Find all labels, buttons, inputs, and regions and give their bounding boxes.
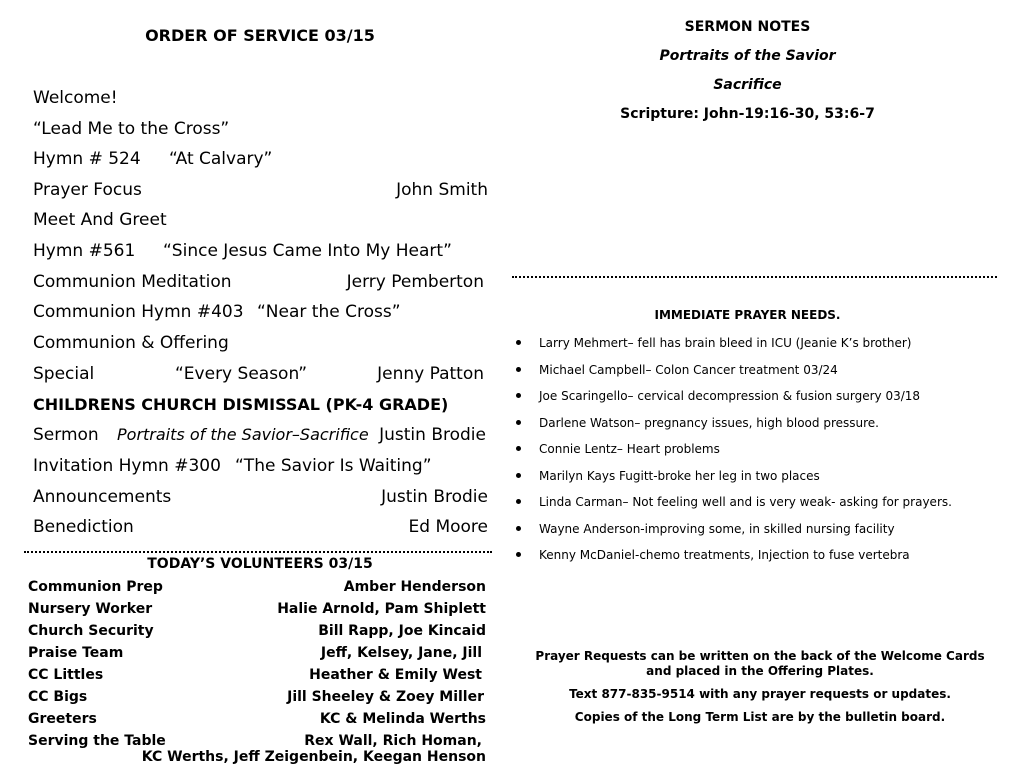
order-item-text: Benediction xyxy=(33,517,134,537)
section-divider xyxy=(512,276,997,278)
order-item-person: John Smith xyxy=(396,180,488,200)
prayer-needs-title: IMMEDIATE PRAYER NEEDS. xyxy=(654,308,841,322)
volunteer-role: Praise Team xyxy=(28,645,124,661)
volunteer-names: Halie Arnold, Pam Shiplett xyxy=(277,601,486,617)
order-item-person: Ed Moore xyxy=(408,517,488,537)
list-item: Larry Mehmert– fell has brain bleed in ICU (Jeanie K’s brother) xyxy=(516,333,996,360)
order-item-hymn-561 xyxy=(33,237,488,265)
volunteer-row xyxy=(28,620,486,642)
order-item-text: Hymn # 524 xyxy=(33,149,141,169)
volunteer-role: Church Security xyxy=(28,623,154,639)
order-item-communion-hymn xyxy=(33,298,488,326)
order-item-text: Meet And Greet xyxy=(33,210,167,230)
order-item-hymn-524 xyxy=(33,145,488,173)
volunteer-names: KC Werths, Jeff Zeigenbein, Keegan Henson xyxy=(141,749,486,765)
order-item-song-title: “Near the Cross” xyxy=(257,302,401,322)
prayer-request-note-line1: Prayer Requests can be written on the back of the Welcome Cards xyxy=(535,649,985,663)
volunteer-names: Bill Rapp, Joe Kincaid xyxy=(318,623,486,639)
volunteer-role: Serving the Table xyxy=(28,733,166,749)
volunteer-role: Nursery Worker xyxy=(28,601,153,617)
order-item-text: Welcome! xyxy=(33,88,118,108)
list-item: Marilyn Kays Fugitt-broke her leg in two places xyxy=(516,466,996,493)
order-item-special xyxy=(33,360,488,388)
order-item-communion-offering xyxy=(33,329,488,357)
volunteer-row xyxy=(28,598,486,620)
order-item-text: Invitation Hymn #300 xyxy=(33,456,221,476)
volunteer-names: KC & Melinda Werths xyxy=(319,711,486,727)
volunteer-row xyxy=(28,708,486,730)
order-item-text: Communion Meditation xyxy=(33,272,232,292)
volunteers-title: TODAY’S VOLUNTEERS 03/15 xyxy=(147,556,373,572)
list-item: Joe Scaringello– cervical decompression & fusion surgery 03/18 xyxy=(516,386,996,413)
section-divider xyxy=(24,551,492,553)
order-item-meet-greet xyxy=(33,206,488,234)
order-item-invitation-hymn xyxy=(33,452,488,480)
volunteer-role: Greeters xyxy=(28,711,97,727)
volunteer-names: Jeff, Kelsey, Jane, Jill xyxy=(320,645,482,661)
volunteer-role: CC Littles xyxy=(28,667,104,683)
volunteer-role: Communion Prep xyxy=(28,579,163,595)
order-item-person: Jerry Pemberton xyxy=(346,272,484,292)
list-item: Connie Lentz– Heart problems xyxy=(516,439,996,466)
volunteer-role: CC Bigs xyxy=(28,689,88,705)
volunteer-row xyxy=(28,686,486,708)
sermon-series: Portraits of the Savior xyxy=(659,48,836,64)
order-item-song-title: “Every Season” xyxy=(175,364,308,384)
order-item-song xyxy=(33,115,488,143)
list-item: Kenny McDaniel-chemo treatments, Injection to fuse vertebra xyxy=(516,545,996,572)
sermon-notes-heading: SERMON NOTES xyxy=(684,19,811,35)
order-item-person: Jenny Patton xyxy=(377,364,484,384)
order-item-text: CHILDRENS CHURCH DISMISSAL (PK-4 GRADE) xyxy=(33,395,449,414)
prayer-needs-list xyxy=(516,333,996,572)
order-item-text: Announcements xyxy=(33,487,172,507)
order-item-song-title: “Since Jesus Came Into My Heart” xyxy=(163,241,452,261)
volunteer-names: Rex Wall, Rich Homan, xyxy=(304,733,482,749)
prayer-request-note-line2: and placed in the Offering Plates. xyxy=(646,664,874,678)
list-item: Darlene Watson– pregnancy issues, high blood pressure. xyxy=(516,413,996,440)
order-item-song-title: “The Savior Is Waiting” xyxy=(235,456,432,476)
volunteer-names: Amber Henderson xyxy=(343,579,486,595)
order-item-communion-meditation xyxy=(33,268,488,296)
order-of-service-title: ORDER OF SERVICE 03/15 xyxy=(145,26,375,45)
volunteer-names: Heather & Emily West xyxy=(309,667,482,683)
order-item-welcome xyxy=(33,84,488,112)
order-item-text: “Lead Me to the Cross” xyxy=(33,119,230,139)
list-item: Wayne Anderson-improving some, in skilled nursing facility xyxy=(516,519,996,546)
order-item-text: Prayer Focus xyxy=(33,180,142,200)
order-item-text: Sermon xyxy=(33,425,99,445)
order-item-person: Justin Brodie xyxy=(381,487,488,507)
volunteer-row xyxy=(28,642,486,664)
volunteer-row-continued xyxy=(28,746,486,768)
text-line-note: Text 877-835-9514 with any prayer requests or updates. xyxy=(569,687,951,701)
volunteer-names: Jill Sheeley & Zoey Miller xyxy=(287,689,484,705)
order-item-text: Special xyxy=(33,364,95,384)
list-item: Michael Campbell– Colon Cancer treatment 03/24 xyxy=(516,360,996,387)
order-item-song-title: “At Calvary” xyxy=(169,149,273,169)
order-item-announcements xyxy=(33,483,488,511)
order-item-sermon xyxy=(33,421,488,449)
order-item-prayer-focus xyxy=(33,176,488,204)
long-term-list-note: Copies of the Long Term List are by the bulletin board. xyxy=(574,710,946,724)
order-item-childrens-church xyxy=(33,391,488,419)
order-item-text: Communion & Offering xyxy=(33,333,229,353)
list-item: Linda Carman– Not feeling well and is very weak- asking for prayers. xyxy=(516,492,996,519)
sermon-topic: Sacrifice xyxy=(713,77,782,93)
sermon-scripture: Scripture: John-19:16-30, 53:6-7 xyxy=(620,106,875,122)
volunteer-row xyxy=(28,664,486,686)
order-item-benediction xyxy=(33,513,488,541)
order-item-person: Justin Brodie xyxy=(379,425,486,445)
order-item-text: Hymn #561 xyxy=(33,241,136,261)
order-item-text: Communion Hymn #403 xyxy=(33,302,244,322)
volunteer-row xyxy=(28,576,486,598)
order-item-sermon-title: Portraits of the Savior–Sacrifice xyxy=(117,425,369,444)
